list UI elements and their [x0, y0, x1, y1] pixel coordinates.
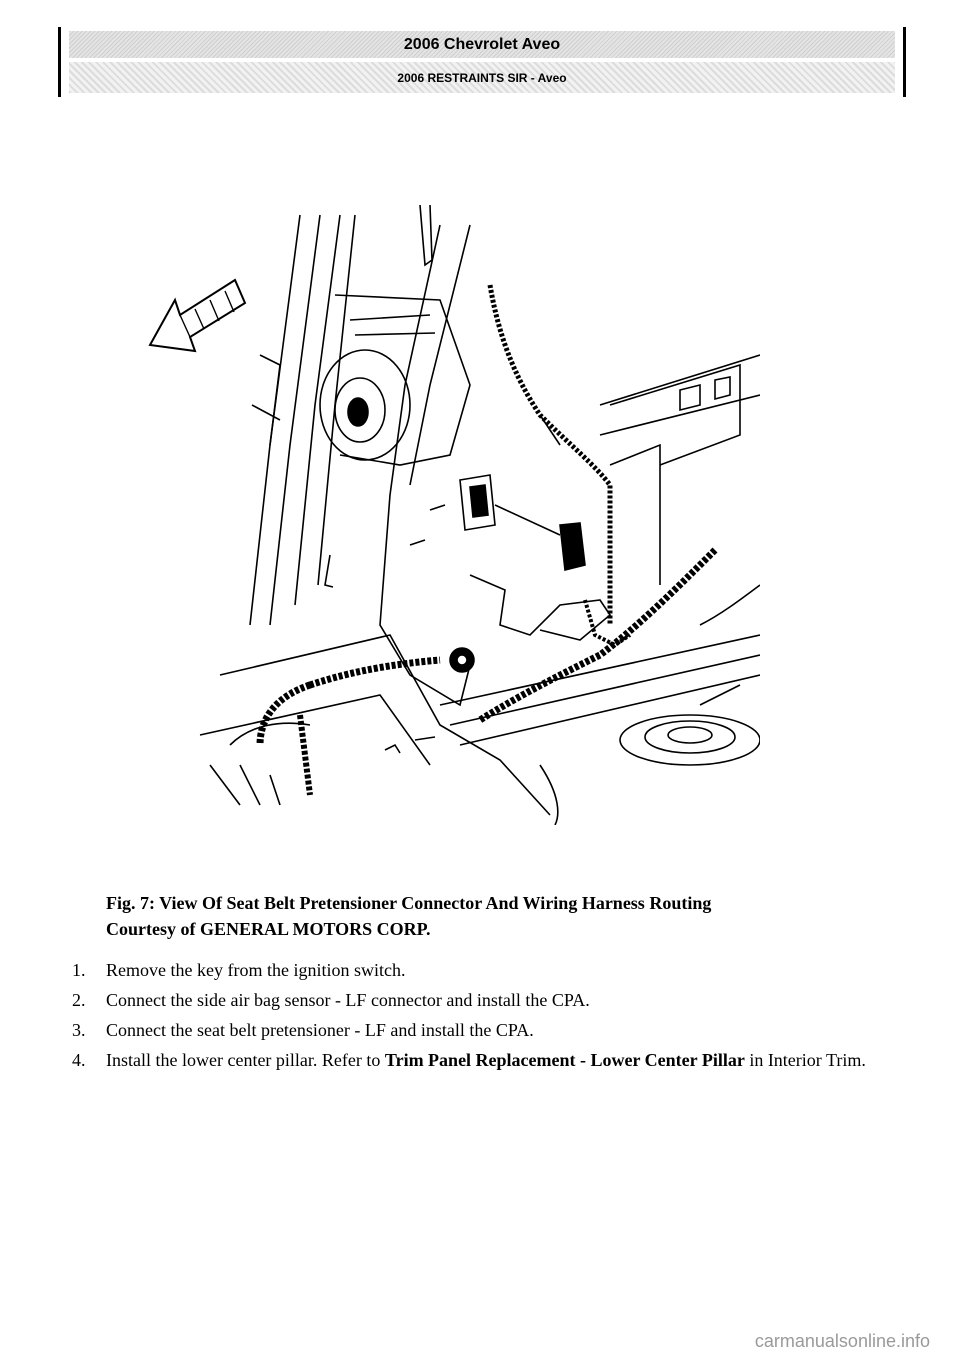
step-text: Connect the seat belt pretensioner - LF and install the CPA. [106, 1020, 534, 1040]
figure-caption-title: Fig. 7: View Of Seat Belt Pretensioner Connector And Wiring Harness Routing [106, 893, 712, 913]
step-number: 3. [72, 1020, 86, 1040]
step-text-before: Install the lower center pillar. Refer to [106, 1050, 385, 1070]
step-item [72, 1048, 872, 1073]
document-subtitle: 2006 RESTRAINTS SIR - Aveo [69, 62, 895, 93]
forward-arrow-icon [150, 280, 245, 351]
step-number: 2. [72, 990, 86, 1010]
site-watermark: carmanualsonline.info [754, 1331, 930, 1351]
step-item [72, 958, 872, 983]
step-text-after: in Interior Trim. [744, 1050, 866, 1070]
step-number: 1. [72, 960, 86, 980]
figure-caption [106, 890, 886, 942]
figure-caption-courtesy: Courtesy of GENERAL MOTORS CORP. [106, 919, 431, 939]
step-item [72, 1018, 872, 1043]
trim-panel-replacement-link[interactable]: Trim Panel Replacement - Lower Center Pillar [384, 1050, 745, 1070]
wiring-harness-illustration [140, 205, 760, 825]
document-title: 2006 Chevrolet Aveo [69, 31, 895, 58]
step-text: Remove the key from the ignition switch. [106, 960, 406, 980]
procedure-steps [72, 958, 872, 1078]
document-header [58, 27, 906, 97]
step-item [72, 988, 872, 1013]
step-text: Connect the side air bag sensor - LF connector and install the CPA. [106, 990, 590, 1010]
step-number: 4. [72, 1050, 86, 1070]
